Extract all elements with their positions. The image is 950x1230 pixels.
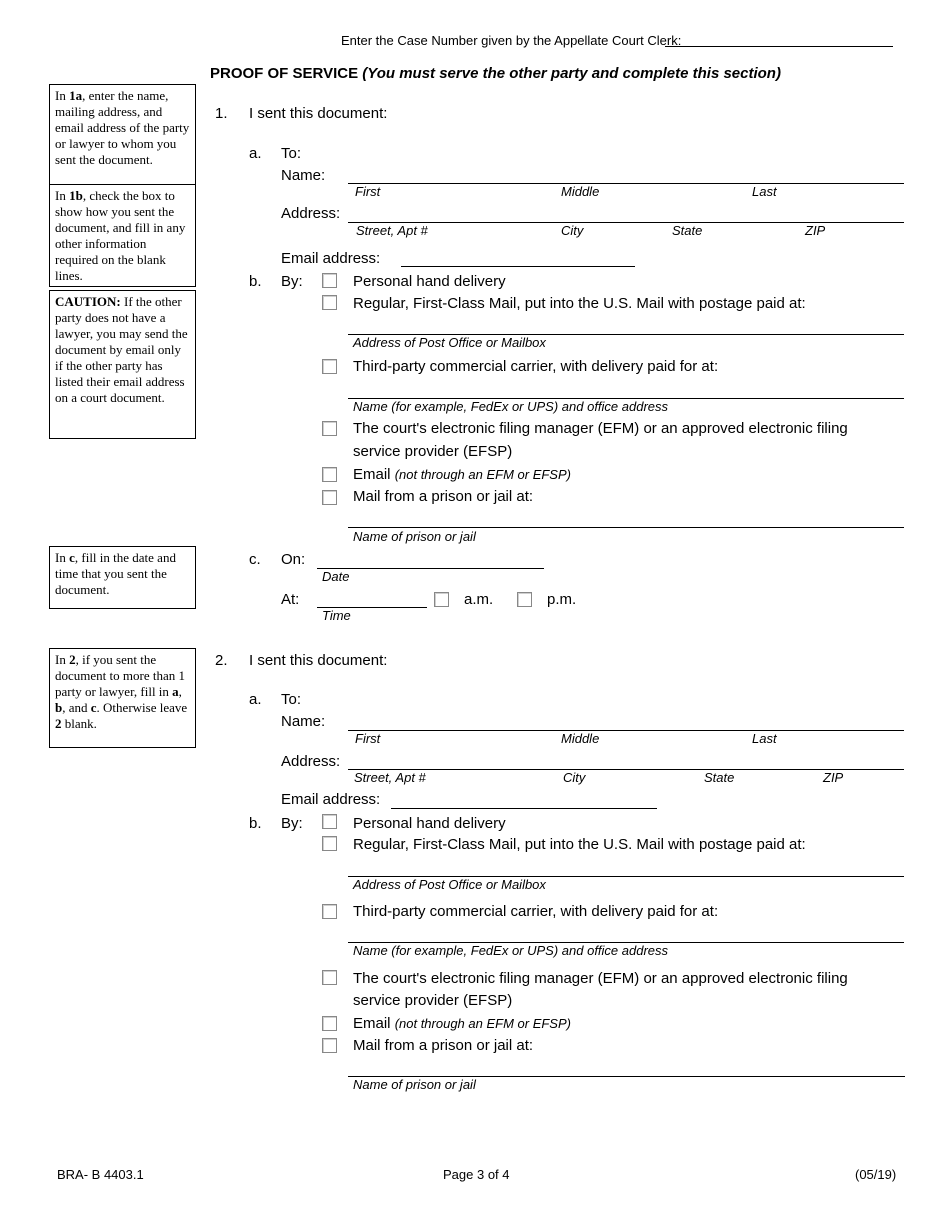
footer-form-id: BRA- B 4403.1 (57, 1167, 144, 1182)
s2-name-first: First (355, 731, 381, 746)
s1-address-street: Street, Apt # (356, 223, 428, 238)
s2-email-option-label: Email (not through an EFM or EFSP) (353, 1015, 571, 1032)
s1-address-state: State (672, 223, 703, 238)
title-text: PROOF OF SERVICE (210, 65, 359, 82)
s1-time-sub: Time (322, 608, 351, 623)
s2-prison-checkbox[interactable] (322, 1038, 337, 1053)
s2-mail-sub: Address of Post Office or Mailbox (353, 877, 546, 892)
s1-address-zip: ZIP (805, 223, 826, 238)
s1-by-label: By: (281, 273, 303, 290)
case-number-field[interactable] (665, 46, 893, 47)
s1-carrier-checkbox[interactable] (322, 359, 337, 374)
s2-email-label: Email address: (281, 791, 381, 808)
s1-efm-label-1: The court's electronic filing manager (EFM) or an approved electronic filing (353, 420, 848, 437)
s1-address-label: Address: (281, 205, 341, 222)
s2-address-zip: ZIP (823, 770, 844, 785)
s1-efm-checkbox[interactable] (322, 421, 337, 436)
s2-mail-label: Regular, First-Class Mail, put into the U.S. Mail with postage paid at: (353, 836, 806, 853)
s1-prison-field[interactable] (348, 527, 904, 528)
s2-hand-delivery-checkbox[interactable] (322, 814, 337, 829)
s1-to-label: To: (281, 145, 302, 162)
s2-carrier-label: Third-party commercial carrier, with delivery paid for at: (353, 903, 719, 920)
s1-name-last: Last (752, 184, 777, 199)
s1-email-label: Email address: (281, 250, 381, 267)
s1-prison-checkbox[interactable] (322, 490, 337, 505)
s2-email-field[interactable] (391, 808, 657, 809)
s1-address-city: City (561, 223, 584, 238)
s1-efm-label-2: service provider (EFSP) (353, 443, 513, 460)
s2-name-middle: Middle (561, 731, 600, 746)
s1-mail-label: Regular, First-Class Mail, put into the U.S. Mail with postage paid at: (353, 295, 806, 312)
s2-email-option-note: (not through an EFM or EFSP) (394, 1016, 571, 1031)
s2-name-label: Name: (281, 713, 326, 730)
s2-efm-label-1: The court's electronic filing manager (EFM) or an approved electronic filing (353, 970, 848, 987)
instruction-box-2: In 2, if you sent the document to more than 1 party or lawyer, fill in a, b, and c. Otherwise leave 2 blank. (49, 648, 196, 748)
s2-mail-checkbox[interactable] (322, 836, 337, 851)
s1-name-middle: Middle (561, 184, 600, 199)
section-2-heading: I sent this document: (249, 652, 388, 669)
s1-name-label: Name: (281, 167, 326, 184)
s2-address-state: State (704, 770, 735, 785)
section-2-number: 2. (215, 652, 228, 669)
s2-address-street: Street, Apt # (354, 770, 426, 785)
s1-email-option-note: (not through an EFM or EFSP) (394, 467, 571, 482)
s1-carrier-label: Third-party commercial carrier, with delivery paid for at: (353, 358, 719, 375)
s2-hand-delivery-label: Personal hand delivery (353, 815, 506, 832)
s1-name-field[interactable] (348, 183, 904, 184)
title-note: (You must serve the other party and complete this section) (362, 65, 781, 82)
s1-mail-sub: Address of Post Office or Mailbox (353, 335, 546, 350)
s1-a-letter: a. (249, 145, 262, 162)
s1-pm-checkbox[interactable] (517, 592, 532, 607)
s1-am-checkbox[interactable] (434, 592, 449, 607)
s2-b-letter: b. (249, 815, 262, 832)
s1-date-sub: Date (322, 569, 350, 584)
s2-to-label: To: (281, 691, 302, 708)
s2-prison-label: Mail from a prison or jail at: (353, 1037, 534, 1054)
s1-at-label: At: (281, 591, 300, 608)
s1-hand-delivery-label: Personal hand delivery (353, 273, 506, 290)
footer-revision: (05/19) (855, 1167, 897, 1182)
instruction-box-caution: CAUTION: If the other party does not have a lawyer, you may send the document by email only if the other party has listed their email address on a court document. (49, 290, 196, 439)
s1-email-checkbox[interactable] (322, 467, 337, 482)
s1-name-first: First (355, 184, 381, 199)
s2-email-checkbox[interactable] (322, 1016, 337, 1031)
s2-name-last: Last (752, 731, 777, 746)
s1-prison-label: Mail from a prison or jail at: (353, 488, 534, 505)
s1-carrier-sub: Name (for example, FedEx or UPS) and office address (353, 399, 669, 414)
instruction-box-1b: In 1b, check the box to show how you sent the document, and fill in any other information required on the blank lines. (49, 184, 196, 287)
s2-efm-label-2: service provider (EFSP) (353, 992, 513, 1009)
instruction-box-1a: In 1a, enter the name, mailing address, and email address of the party or lawyer to whom you sent the document. (49, 84, 196, 185)
s1-pm-label: p.m. (547, 591, 577, 608)
footer-page-number: Page 3 of 4 (443, 1167, 510, 1182)
s2-a-letter: a. (249, 691, 262, 708)
s2-address-label: Address: (281, 753, 341, 770)
s1-c-letter: c. (249, 551, 261, 568)
s1-mail-checkbox[interactable] (322, 295, 337, 310)
s1-hand-delivery-checkbox[interactable] (322, 273, 337, 288)
s1-prison-sub: Name of prison or jail (353, 529, 476, 544)
s2-carrier-checkbox[interactable] (322, 904, 337, 919)
s2-address-field[interactable] (348, 769, 904, 770)
s2-address-city: City (563, 770, 586, 785)
s1-on-label: On: (281, 551, 306, 568)
s2-prison-sub: Name of prison or jail (353, 1077, 476, 1092)
section-1-heading: I sent this document: (249, 105, 388, 122)
s2-by-label: By: (281, 815, 303, 832)
instruction-box-c: In c, fill in the date and time that you sent the document. (49, 546, 196, 609)
case-number-label: Enter the Case Number given by the Appellate Court Clerk: (341, 33, 682, 48)
s1-b-letter: b. (249, 273, 262, 290)
s1-date-field[interactable] (317, 568, 544, 569)
section-1-number: 1. (215, 105, 228, 122)
s2-efm-checkbox[interactable] (322, 970, 337, 985)
s1-am-label: a.m. (464, 591, 494, 608)
page-title (210, 65, 781, 82)
s2-carrier-sub: Name (for example, FedEx or UPS) and office address (353, 943, 669, 958)
s2-name-field[interactable] (348, 730, 904, 731)
s1-email-option-label: Email (not through an EFM or EFSP) (353, 466, 571, 483)
s1-email-field[interactable] (401, 266, 635, 267)
